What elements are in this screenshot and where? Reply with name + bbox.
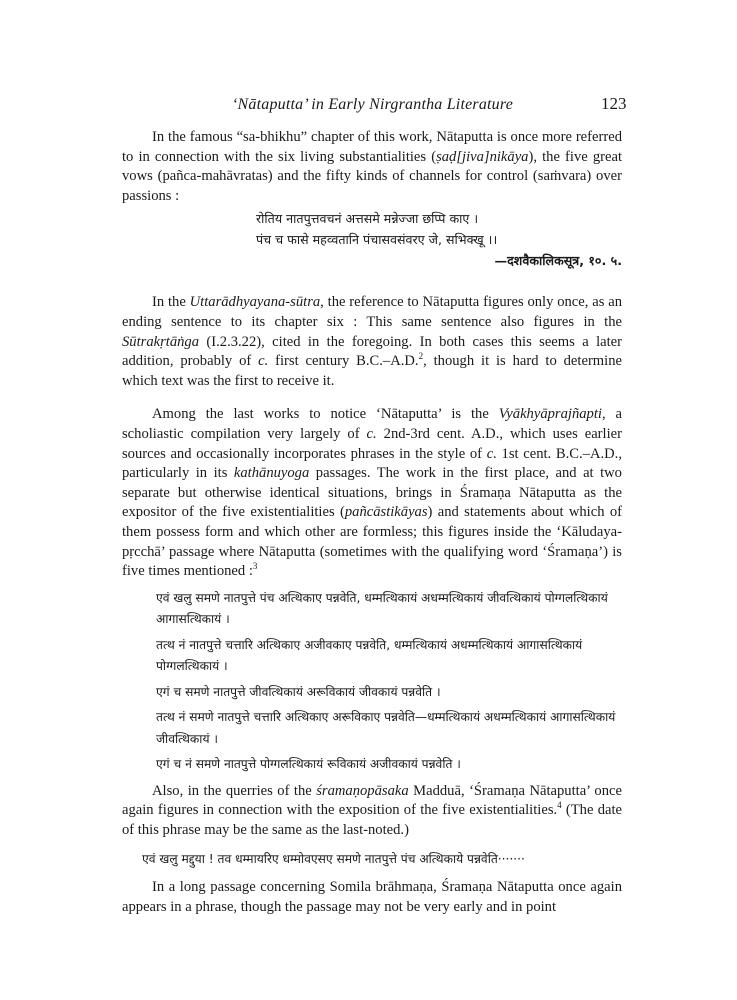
devanagari-line: एवं खलु समणे नातपुत्ते पंच अत्थिकाए पन्नवेति, धम्मत्थिकायं अधम्मत्थिकायं जीवत्थिकायं पोग्गलत्थिकायं आगासत्थिकायं । xyxy=(156,590,608,627)
devanagari-quotation-block xyxy=(156,588,622,776)
footnote-ref-3: 3 xyxy=(252,561,258,572)
verse-line-1: रोतिय नातपुत्तवचनं अत्तसमे मन्नेज्जा छप्पि काए । xyxy=(256,211,479,227)
running-title: ‘Nātaputta’ in Early Nirgrantha Literature xyxy=(232,96,514,113)
paragraph-sabhikhu: In the famous “sa-bhikhu” chapter of this work, Nātaputta is once more referred to in connection with the six living substantialities (ṣaḍ[jiva]nikāya), the five great vows (pañca-mahāvratas) and the fifty kinds of channels for control (saṁvara) over passions : xyxy=(122,129,622,204)
body-text xyxy=(122,128,622,918)
paragraph-vyakhyaprajnapti: Among the last works to notice ‘Nātaputta’ is the Vyākhyāprajñapti, a scholiastic compilation very largely of c. 2nd-3rd cent. A.D., which uses earlier sources and occasionally incorporates phrases in the style of c. 1st cent. B.C.–A.D., particularly in its kathānuyoga passages. The work in the first place, and at two separate but otherwise identical situations, brings in Śramaṇa Nātaputta as the expositor of the five existentialities (pañcāstikāyas) and statements about which of them possess form and which other are formless; this figures inside the ‘Kāludaya-pṛcchā’ passage where Nātaputta (sometimes with the qualifying word ‘Śramaṇa’) is five times mentioned :$^3$ xyxy=(122,406,622,580)
paragraph-madduya: Also, in the querries of the śramaṇopāsaka Madduā, ‘Śramaṇa Nātaputta’ once again figures in connection with the exposition of the five existentialities.$^4$ (The date of this phrase may be the same as the last-noted.) xyxy=(122,782,622,838)
running-header xyxy=(0,94,737,118)
devanagari-line: एगं च नं समणे नातपुत्ते पोग्गलत्थिकायं रूविकायं अजीवकायं पन्नवेति । xyxy=(156,757,461,772)
verse-line-2: पंच च फासे महव्वतानि पंचासवसंवरए जे, सभिक्खू ।। xyxy=(256,232,498,248)
page-number: 123 xyxy=(601,94,627,113)
paragraph-uttaradhyayana: In the Uttarādhyayana-sūtra, the reference to Nātaputta figures only once, as an ending sentence to its chapter six : This same sentence also figures in the Sūtrakṛtāṅga (I.2.3.22), cited in the foregoing. In both cases this seems a later addition, probably of c. first century B.C.–A.D.$^2$, though it is hard to determine which text was the first to receive it. xyxy=(122,294,622,389)
devanagari-line: तत्थ नं समणे नातपुत्ते चत्तारि अत्थिकाए अरूविकाए पन्नवेति—धम्मत्थिकायं अधम्मत्थिकायं आगासत्थिकायं जीवत्थिकायं । xyxy=(156,710,616,746)
devanagari-line: एगं च समणे नातपुत्ते जीवत्थिकायं अरूविकायं जीवकायं पन्नवेति । xyxy=(156,684,441,699)
devanagari-line: तत्थ नं नातपुत्ते चत्तारि अत्थिकाए अजीवकाए पन्नवेति, धम्मत्थिकायं अधम्मत्थिकायं आगासत्थिकायं पोग्गलत्थिकायं । xyxy=(156,637,583,674)
verse-reference: —दशवैकालिकसूत्र, १०. ५. xyxy=(494,253,622,269)
footnote-ref-4: 4 xyxy=(557,800,562,811)
verse-quotation xyxy=(122,208,622,271)
footnote-ref-2: 2 xyxy=(418,351,424,362)
paragraph-somila: In a long passage concerning Somila brāhmaṇa, Śramaṇa Nātaputta once again appears in a phrase, though the passage may not be very early and in point xyxy=(122,879,622,916)
devanagari-quotation-madduya: एवं खलु मद्दुया ! तव धम्मायरिए धम्मोवएसए समणे नातपुत्ते पंच अत्थिकाये पन्नवेति······· xyxy=(142,852,525,867)
